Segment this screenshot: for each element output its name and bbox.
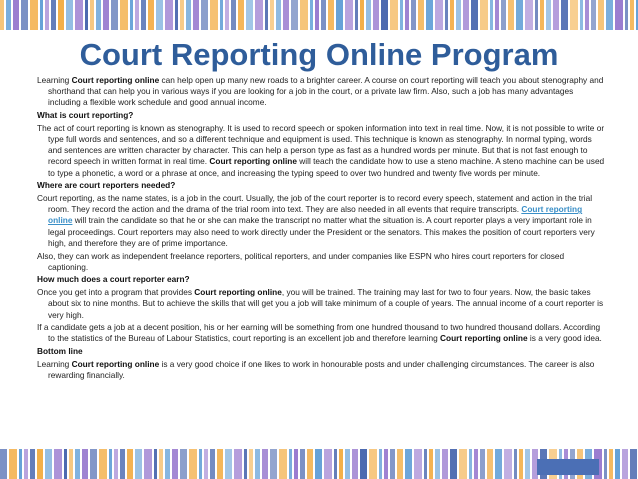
stripe (615, 449, 620, 479)
stripe (435, 449, 440, 479)
stripe (390, 0, 398, 30)
stripe (144, 449, 152, 479)
stripe (99, 449, 107, 479)
stripe (225, 449, 232, 479)
stripe (435, 0, 443, 30)
stripe (535, 0, 538, 30)
stripe (379, 449, 382, 479)
stripe (156, 0, 163, 30)
stripe (339, 449, 343, 479)
corner-logo (537, 459, 599, 475)
stripe (0, 449, 7, 479)
stripe (561, 0, 568, 30)
stripe (103, 0, 109, 30)
stripe (238, 0, 244, 30)
body-paragraph (37, 251, 605, 273)
stripe (381, 0, 388, 30)
text-run: can help open up many new roads to a brighter career. A course on court reporting will teach you about stenography and shorthand that can help you in various ways if you are looking for a job in the court, or a private law firm. Also, such a job has many advantages including a flexible work schedule and good annual income. (48, 75, 604, 108)
stripe (445, 0, 448, 30)
stripe (540, 0, 544, 30)
stripe (495, 0, 499, 30)
stripe (199, 449, 202, 479)
stripe (508, 0, 514, 30)
body-paragraph (37, 287, 605, 321)
bold-keyword: Court reporting online (194, 287, 282, 298)
stripe (0, 0, 4, 30)
stripe (405, 0, 409, 30)
stripe (270, 0, 274, 30)
stripe (279, 449, 287, 479)
bold-keyword: Court reporting online (209, 156, 297, 167)
text-run: will train the candidate so that he or she can make the transcript no matter what the situation is. A court reporter plays a very important role in legal proceedings. Court reporters may also need to work directly under the President or the senators. This makes the position of court reporters very high, and therefore they are of prime importance. (48, 215, 595, 248)
stripe (30, 449, 35, 479)
stripe (490, 0, 493, 30)
section-heading (37, 274, 605, 285)
stripe (300, 449, 305, 479)
stripe (135, 0, 139, 30)
stripe (294, 449, 298, 479)
stripe (75, 449, 80, 479)
stripe (90, 449, 97, 479)
stripe (442, 449, 448, 479)
stripe (373, 0, 379, 30)
stripe (405, 449, 412, 479)
stripe (514, 449, 517, 479)
stripe (85, 0, 88, 30)
stripe (186, 0, 191, 30)
stripe (291, 0, 298, 30)
stripe (418, 0, 424, 30)
stripe (180, 449, 187, 479)
stripe (24, 449, 28, 479)
stripe (480, 449, 485, 479)
stripe (210, 449, 215, 479)
stripe (414, 449, 422, 479)
text-run: Learning (37, 75, 72, 85)
stripe (591, 0, 596, 30)
stripe (411, 0, 416, 30)
stripe (352, 449, 358, 479)
stripe (225, 0, 229, 30)
text-run: Once you get into a program that provides (37, 287, 195, 298)
stripe (334, 449, 337, 479)
stripe (360, 449, 367, 479)
stripe (141, 0, 146, 30)
text-run: How much does a court reporter earn? (37, 274, 190, 285)
stripe (450, 449, 457, 479)
stripe (495, 449, 502, 479)
stripe (148, 0, 154, 30)
stripe (570, 0, 578, 30)
body-paragraph (37, 322, 605, 344)
stripe (424, 449, 427, 479)
stripe (615, 0, 623, 30)
stripe (210, 0, 218, 30)
stripe (262, 449, 268, 479)
stripe (234, 449, 242, 479)
stripe (630, 449, 637, 479)
stripe (397, 449, 403, 479)
section-heading (37, 346, 605, 357)
stripe (315, 0, 319, 30)
stripe (390, 449, 395, 479)
stripe (321, 0, 326, 30)
article-body (37, 75, 605, 383)
stripe (585, 0, 589, 30)
stripe (480, 0, 488, 30)
top-decorative-stripes (0, 0, 638, 30)
stripe (369, 449, 377, 479)
section-heading (37, 180, 605, 191)
stripe (580, 0, 583, 30)
stripe (276, 0, 281, 30)
stripe (345, 0, 353, 30)
stripe (175, 0, 178, 30)
stripe (360, 0, 364, 30)
stripe (546, 0, 551, 30)
stripe (193, 0, 199, 30)
stripe (165, 0, 173, 30)
stripe (609, 449, 613, 479)
stripe (40, 0, 43, 30)
stripe (501, 0, 506, 30)
stripe (120, 0, 128, 30)
stripe (19, 449, 22, 479)
stripe (6, 0, 11, 30)
bold-keyword: Court reporting online (71, 75, 160, 85)
stripe (315, 449, 322, 479)
stripe (30, 0, 38, 30)
stripe (630, 0, 634, 30)
stripe (54, 449, 62, 479)
stripe (525, 449, 530, 479)
stripe (45, 449, 52, 479)
stripe (625, 0, 628, 30)
text-run: What is court reporting? (37, 110, 134, 121)
stripe (504, 449, 512, 479)
stripe (130, 0, 133, 30)
stripe (255, 449, 260, 479)
stripe (189, 449, 197, 479)
stripe (127, 449, 133, 479)
stripe (82, 449, 88, 479)
stripe (553, 0, 559, 30)
body-paragraph (37, 75, 605, 109)
stripe (66, 0, 73, 30)
stripe (598, 0, 604, 30)
text-run: Where are court reporters needed? (37, 180, 176, 191)
text-run: If a candidate gets a job at a decent position, his or her earning will be something from one hundred thousand to two hundred thousand dollars. According to the statistics of the Bureau of Labour Statistics, court reporting is an excellent job and therefore learning (37, 322, 601, 344)
stripe (180, 0, 184, 30)
text-run: is a very good choice if one likes to work in honourable posts and under challenging circumstances. The career is also rewarding financially. (48, 358, 595, 381)
stripe (324, 449, 332, 479)
stripe (75, 0, 83, 30)
stripe (474, 449, 478, 479)
stripe (604, 449, 607, 479)
stripe (307, 449, 313, 479)
text-run: Also, they can work as independent freelance reporters, political reporters, and under companies like ESPN who hires court reporters for closed captioning. (37, 250, 565, 272)
stripe (265, 0, 268, 30)
stripe (120, 449, 125, 479)
stripe (355, 0, 358, 30)
page-title: Court Reporting Online Program (79, 37, 559, 72)
stripe (51, 0, 56, 30)
section-heading (37, 110, 605, 121)
stripe (13, 0, 19, 30)
stripe (345, 449, 350, 479)
stripe (246, 0, 253, 30)
stripe (172, 449, 178, 479)
stripe (429, 449, 433, 479)
stripe (37, 449, 43, 479)
text-run: Court reporting, as the name states, is a job in the court. Usually, the job of the court reporter is to record every speech, statement and action in the trial room. They record the action and the drama of the trial room into text. They are also needed in all events that require transcripts. (37, 193, 593, 215)
text-run: will teach the candidate how to use a steno machine. A steno machine can be used to type a phonetic, a word or a phrase at once, and increasing the typing speed to over two hundred and twenty five words per minute. (48, 156, 605, 178)
text-run: , you will be trained. The training may last for two to four years. Now, the basic takes about six to nine months. But to achieve the skills that will get you a job will take minimum of a couple of years. The annual income of a court reporter is very high. (48, 287, 604, 320)
stripe (289, 449, 292, 479)
stripe (21, 0, 28, 30)
stripe (525, 0, 533, 30)
stripe (255, 0, 263, 30)
stripe (310, 0, 313, 30)
court-reporting-link[interactable]: Court reporting online (48, 204, 583, 226)
stripe (516, 0, 523, 30)
stripe (456, 0, 461, 30)
bold-keyword: Court reporting online (71, 358, 160, 369)
bold-keyword: Court reporting online (440, 333, 528, 344)
stripe (459, 449, 467, 479)
stripe (450, 0, 454, 30)
body-paragraph (37, 359, 605, 381)
stripe (45, 0, 49, 30)
stripe (111, 0, 118, 30)
stripe (159, 449, 163, 479)
stripe (204, 449, 208, 479)
stripe (90, 0, 94, 30)
stripe (606, 0, 613, 30)
stripe (244, 449, 247, 479)
stripe (58, 0, 64, 30)
stripe (249, 449, 253, 479)
stripe (336, 0, 343, 30)
stripe (154, 449, 157, 479)
text-run: is a very good idea. (527, 333, 602, 344)
text-run: Bottom line (37, 346, 83, 357)
stripe (469, 449, 472, 479)
body-paragraph (37, 193, 605, 249)
stripe (426, 0, 433, 30)
stripe (400, 0, 403, 30)
stripe (96, 0, 101, 30)
stripe (622, 449, 628, 479)
stripe (270, 449, 277, 479)
stripe (463, 0, 469, 30)
text-run: Learning (37, 358, 72, 369)
stripe (471, 0, 478, 30)
stripe (384, 449, 388, 479)
stripe (300, 0, 308, 30)
stripe (231, 0, 236, 30)
body-paragraph (37, 123, 605, 179)
stripe (114, 449, 118, 479)
stripe (9, 449, 17, 479)
stripe (487, 449, 493, 479)
stripe (217, 449, 223, 479)
stripe (220, 0, 223, 30)
stripe (519, 449, 523, 479)
stripe (135, 449, 142, 479)
stripe (64, 449, 67, 479)
text-run: The act of court reporting is known as stenography. It is used to record speech or spoken information into text in real time. Now, it is not possible to write or type full words and sentences, and so a different technique and equipment is used. This technique is known as stenography. In normal typing, words and sentences are written character by character. This can help a person type as fast as a hundred words per minute. But that is not fast enough to record speech in written format in real time. (37, 122, 605, 167)
stripe (109, 449, 112, 479)
stripe (366, 0, 371, 30)
stripe (201, 0, 208, 30)
stripe (283, 0, 289, 30)
stripe (165, 449, 170, 479)
stripe (328, 0, 334, 30)
stripe (69, 449, 73, 479)
